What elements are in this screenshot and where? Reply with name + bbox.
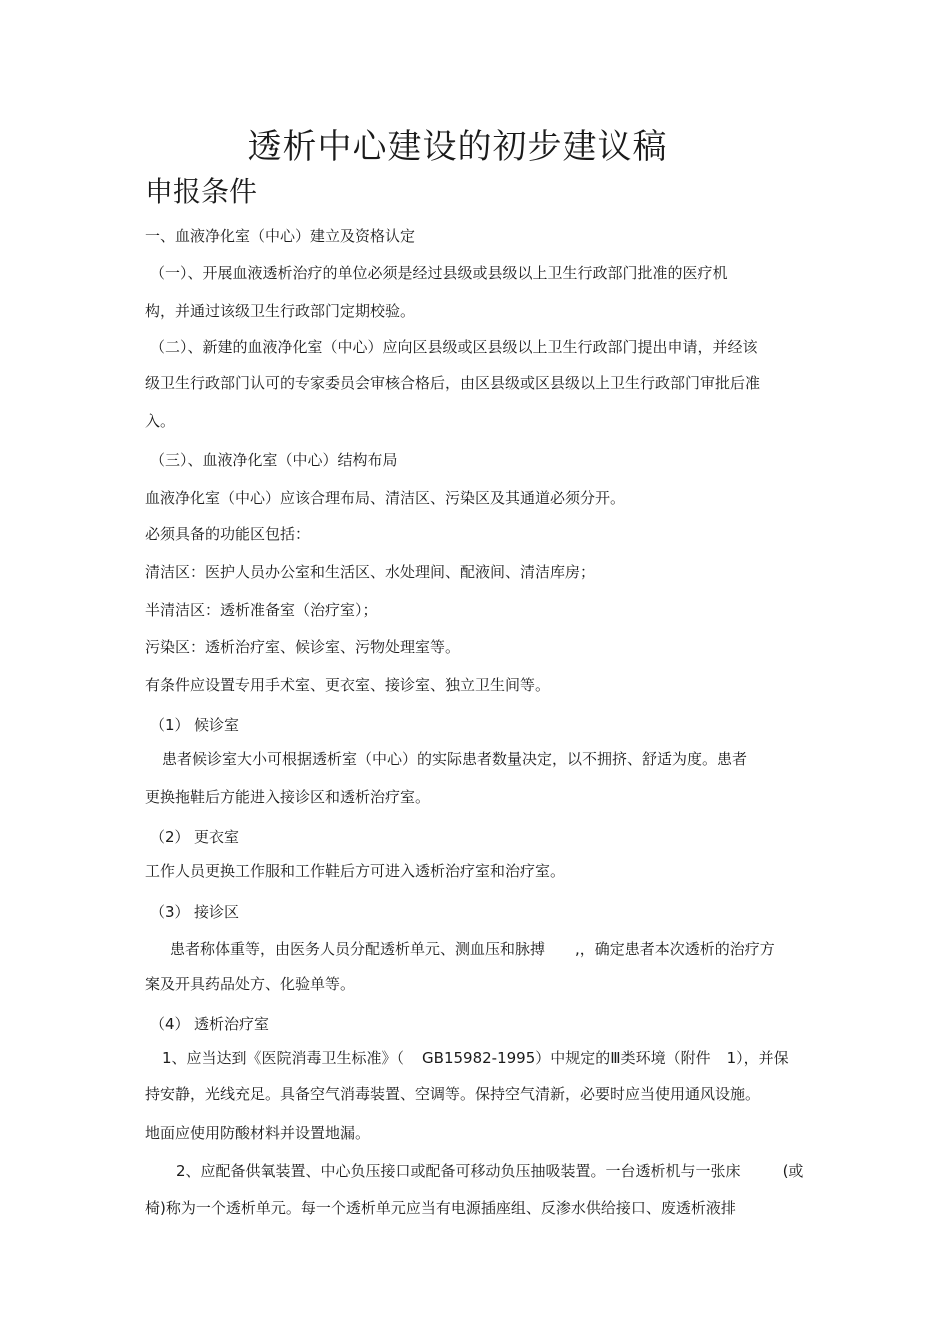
paragraph-line: 级卫生行政部门认可的专家委员会审核合格后，由区县级或区县级以上卫生行政部门审批后准 <box>145 374 761 392</box>
text-run: ,，确定患者本次透析的治疗方 <box>575 940 775 958</box>
item-number: （3） <box>150 903 190 921</box>
item-number: （4） <box>150 1015 190 1033</box>
paragraph-line: 入。 <box>145 412 176 430</box>
paragraph-line: 地面应使用防酸材料并设置地漏。 <box>145 1124 371 1142</box>
item-label: 更衣室 <box>194 828 240 846</box>
item-heading-4 <box>150 1013 269 1035</box>
paragraph-line: 一、血液净化室（中心）建立及资格认定 <box>145 227 416 245</box>
paragraph-line: 患者候诊室大小可根据透析室（中心）的实际患者数量决定，以不拥挤、舒适为度。患者 <box>162 750 748 768</box>
item-label: 候诊室 <box>194 716 240 734</box>
text-run: 1），并保 <box>726 1049 789 1067</box>
text-run: 患者称体重等，由医务人员分配透析单元、测血压和脉搏 <box>170 940 546 958</box>
section-heading: 申报条件 <box>145 175 258 208</box>
paragraph-line: 有条件应设置专用手术室、更衣室、接诊室、独立卫生间等。 <box>145 676 551 694</box>
item-number: （1） <box>150 716 190 734</box>
paragraph-line: 清洁区：医护人员办公室和生活区、水处理间、配液间、清洁库房； <box>145 563 596 581</box>
paragraph-line: 工作人员更换工作服和工作鞋后方可进入透析治疗室和治疗室。 <box>145 862 566 880</box>
text-run: 1、应当达到《医院消毒卫生标准》（ <box>162 1049 405 1067</box>
item-heading-3 <box>150 901 239 923</box>
paragraph-line: 血液净化室（中心）应该合理布局、清洁区、污染区及其通道必须分开。 <box>145 489 626 507</box>
paragraph-line: 半清洁区：透析准备室（治疗室）； <box>145 601 378 619</box>
item-heading-2 <box>150 826 239 848</box>
item-label: 透析治疗室 <box>194 1015 270 1033</box>
paragraph-line: 必须具备的功能区包括： <box>145 525 311 543</box>
paragraph-line <box>162 1047 789 1069</box>
paragraph-line: 更换拖鞋后方能进入接诊区和透析治疗室。 <box>145 788 431 806</box>
document-title: 透析中心建设的初步建议稿 <box>247 127 668 167</box>
item-number: （2） <box>150 828 190 846</box>
item-label: 接诊区 <box>194 903 240 921</box>
paragraph-line: （三）、血液净化室（中心）结构布局 <box>150 451 398 469</box>
text-run: (或 <box>782 1162 804 1180</box>
text-run: 2、应配备供氧装置、中心负压接口或配备可移动负压抽吸装置。一台透析机与一张床 <box>176 1162 741 1180</box>
paragraph-line: 构，并通过该级卫生行政部门定期校验。 <box>145 302 416 320</box>
paragraph-line <box>170 938 775 960</box>
paragraph-line: 污染区：透析治疗室、候诊室、污物处理室等。 <box>145 638 461 656</box>
text-run: GB15982-1995）中规定的Ⅲ类环境（附件 <box>422 1049 711 1067</box>
item-heading-1 <box>150 714 239 736</box>
paragraph-line: 案及开具药品处方、化验单等。 <box>145 975 356 993</box>
paragraph-line: （一）、开展血液透析治疗的单位必须是经过县级或县级以上卫生行政部门批准的医疗机 <box>150 264 728 282</box>
paragraph-line: （二）、新建的血液净化室（中心）应向区县级或区县级以上卫生行政部门提出申请，并经该 <box>150 338 758 356</box>
paragraph-line: 椅)称为一个透析单元。每一个透析单元应当有电源插座组、反渗水供给接口、废透析液排 <box>145 1199 736 1217</box>
paragraph-line: 持安静，光线充足。具备空气消毒装置、空调等。保持空气清新，必要时应当使用通风设施。 <box>145 1085 761 1103</box>
paragraph-line <box>176 1160 803 1182</box>
